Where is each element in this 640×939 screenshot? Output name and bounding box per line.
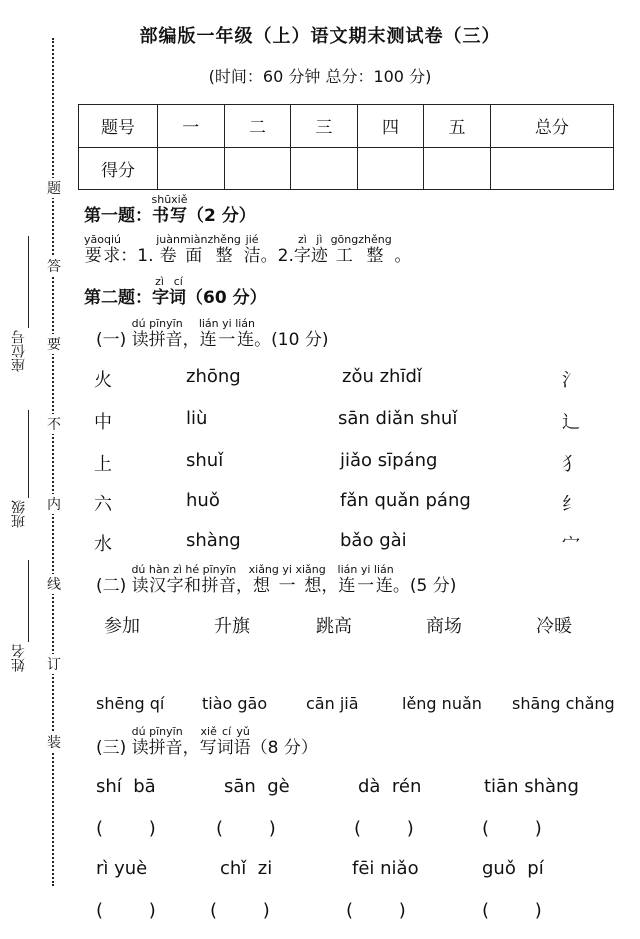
score-cell[interactable]	[424, 147, 491, 190]
req-word-pinyin: yāoqiú	[84, 233, 121, 246]
score-cell[interactable]	[357, 147, 424, 190]
req-char-text: 卷	[156, 246, 180, 266]
req-colon: ：1.	[120, 246, 154, 266]
s1-char[interactable]: 水	[94, 534, 112, 555]
s3-answer-blank[interactable]: ( )	[482, 900, 542, 921]
s1-pinyin[interactable]: shàng	[186, 530, 241, 551]
s2-prefix: (二)	[96, 576, 132, 596]
s2-pinyin[interactable]: shēng qí	[96, 694, 165, 713]
req-char	[207, 233, 241, 266]
q2-heading	[84, 276, 267, 308]
binding-char: 线	[47, 574, 61, 594]
s3-answer-blank[interactable]: ( )	[354, 818, 414, 839]
s3-answer-blank[interactable]: ( )	[96, 818, 156, 839]
req-char-pinyin: jié	[243, 233, 261, 246]
q1-requirement	[84, 234, 411, 266]
s2-word-pinyin: lián yi lián	[337, 563, 394, 576]
name-field	[12, 644, 28, 672]
score-row-label: 得分	[79, 147, 158, 190]
s3-pinyin: tiān shàng	[484, 776, 579, 797]
binding-char: 内	[47, 494, 61, 514]
q1-heading	[84, 194, 256, 226]
s1-pinyin[interactable]: huǒ	[186, 490, 220, 511]
s1-radical[interactable]: 氵	[562, 370, 580, 391]
s2-word[interactable]: 商场	[426, 616, 462, 637]
s1-radical[interactable]: 犭	[562, 454, 580, 475]
s2-comma: ，	[321, 576, 339, 596]
score-header-cell: 五	[424, 105, 491, 148]
s2-word[interactable]: 参加	[104, 616, 140, 637]
s1-radical-name[interactable]: jiǎo sīpáng	[340, 450, 438, 471]
s1-char[interactable]: 六	[94, 494, 112, 515]
req-char	[358, 233, 392, 266]
score-value-row	[79, 147, 614, 190]
s1-radical[interactable]: 辶	[562, 412, 580, 433]
s2-score: 。(5 分)	[392, 576, 457, 596]
req-end: 。	[394, 246, 412, 266]
s3-instruction	[96, 726, 318, 758]
s2-word-text: 想一想	[248, 576, 326, 596]
s1-comma: ，	[182, 330, 200, 350]
s1-radical-name[interactable]: zǒu zhīdǐ	[342, 366, 422, 387]
name-label: 姓名	[11, 644, 27, 672]
score-header-cell: 四	[357, 105, 424, 148]
req-char-text: 整	[358, 246, 392, 266]
s3-word-text: 写词语	[199, 738, 251, 758]
s2-pinyin[interactable]: tiào gāo	[202, 694, 268, 713]
s3-word	[199, 725, 251, 758]
req-char-pinyin: gōng	[330, 233, 359, 246]
s1-word-pinyin: dú pīnyīn	[131, 317, 183, 330]
s2-word[interactable]: 跳高	[316, 616, 352, 637]
s3-answer-blank[interactable]: ( )	[482, 818, 542, 839]
s1-char[interactable]: 上	[94, 454, 112, 475]
score-header-cell: 一	[158, 105, 225, 148]
s1-word	[198, 317, 256, 350]
class-label: 班级	[11, 500, 27, 528]
score-cell[interactable]	[158, 147, 225, 190]
s3-answer-blank[interactable]: ( )	[346, 900, 406, 921]
s2-pinyin[interactable]: lěng nuǎn	[402, 694, 482, 713]
binding-char: 答	[47, 256, 61, 276]
q1-title-word-pinyin: shūxiě	[151, 193, 188, 206]
score-cell[interactable]	[490, 147, 613, 190]
binding-line	[52, 38, 54, 886]
class-field	[12, 500, 28, 528]
s3-pinyin: sān gè	[224, 776, 290, 797]
s2-word	[337, 563, 394, 596]
s3-pinyin: guǒ pí	[482, 858, 544, 879]
req-char-text: 工	[330, 246, 359, 266]
s1-pinyin[interactable]: zhōng	[186, 366, 241, 387]
s3-pinyin: fēi niǎo	[352, 858, 419, 879]
req-char-text: 面	[179, 246, 208, 266]
s1-word-text: 读拼音	[131, 330, 183, 350]
q2-title-word-text: 字词	[152, 288, 186, 308]
s2-instruction	[96, 564, 456, 596]
s3-pinyin: rì yuè	[96, 858, 148, 879]
name-line	[28, 560, 29, 642]
s3-word-pinyin: dú pīnyīn	[131, 725, 183, 738]
s2-word[interactable]: 升旗	[214, 616, 250, 637]
s2-comma: ，	[235, 576, 253, 596]
s3-answer-blank[interactable]: ( )	[96, 900, 156, 921]
q2-title-score: （60 分）	[186, 288, 267, 308]
s1-word-text: 连一连	[198, 330, 256, 350]
req-char-pinyin: zhěng	[207, 233, 241, 246]
s2-word-text: 连一连	[337, 576, 394, 596]
s3-pinyin: chǐ zi	[220, 858, 273, 879]
s2-word[interactable]: 冷暖	[536, 616, 572, 637]
seat-number-line	[28, 236, 29, 328]
s1-radical-name[interactable]: sān diǎn shuǐ	[338, 408, 458, 429]
s2-pinyin[interactable]: cān jiā	[306, 694, 359, 713]
s2-word	[248, 563, 326, 596]
s3-word	[131, 725, 183, 758]
s2-pinyin[interactable]: shāng chǎng	[512, 694, 615, 713]
score-cell[interactable]	[224, 147, 291, 190]
s3-word-pinyin: xiě cí yǔ	[199, 725, 251, 738]
score-header-cell: 三	[291, 105, 358, 148]
req-word	[84, 233, 121, 266]
s3-answer-blank[interactable]: ( )	[210, 900, 270, 921]
req-separator: 。2.	[260, 246, 294, 266]
s1-char[interactable]: 火	[94, 370, 112, 391]
page-title: 部编版一年级（上）语文期末测试卷（三）	[139, 26, 501, 47]
score-header-cell: 二	[224, 105, 291, 148]
binding-char: 要	[47, 334, 61, 354]
score-cell[interactable]	[291, 147, 358, 190]
req-char-pinyin: miàn	[179, 233, 208, 246]
class-line	[28, 410, 29, 498]
s3-score: （8 分）	[250, 738, 318, 758]
s1-pinyin[interactable]: liù	[186, 408, 208, 429]
s1-pinyin[interactable]: shuǐ	[186, 450, 224, 471]
req-char	[156, 233, 180, 266]
q1-title-prefix: 第一题：	[84, 206, 152, 226]
s1-word-pinyin: lián yi lián	[198, 317, 256, 330]
s2-word-pinyin: dú hàn zì hé pīnyīn	[131, 563, 237, 576]
binding-char: 不	[47, 414, 61, 434]
req-char-pinyin: juàn	[156, 233, 180, 246]
score-header-row	[79, 105, 614, 148]
q2-title-word-pinyin: zì cí	[152, 275, 186, 288]
s3-comma: ，	[182, 738, 200, 758]
s3-pinyin: dà rén	[358, 776, 422, 797]
q2-title-word	[152, 275, 186, 308]
s3-answer-blank[interactable]: ( )	[216, 818, 276, 839]
s1-instruction	[96, 318, 328, 350]
s1-char[interactable]: 中	[94, 412, 112, 433]
s1-word	[131, 317, 183, 350]
q1-title-score: （2 分）	[187, 206, 256, 226]
exam-info: (时间：60 分钟 总分：100 分)	[208, 67, 432, 86]
q2-title-prefix: 第二题：	[84, 288, 152, 308]
req-char-pinyin: zì	[293, 233, 311, 246]
req-char	[330, 233, 359, 266]
req-char-pinyin: jì	[310, 233, 328, 246]
s1-radical-name[interactable]: bǎo gài	[340, 530, 407, 551]
req-char	[293, 233, 311, 266]
q1-title-word	[151, 193, 188, 226]
s1-prefix: (一)	[96, 330, 132, 350]
req-char-text: 洁	[243, 246, 261, 266]
req-char-text: 整	[207, 246, 241, 266]
binding-char: 题	[47, 178, 61, 198]
req-char	[310, 233, 328, 266]
req-char-text: 迹	[310, 246, 328, 266]
score-header-cell: 总分	[490, 105, 613, 148]
req-char-pinyin: zhěng	[358, 233, 392, 246]
s1-radical-name[interactable]: fǎn quǎn páng	[340, 490, 471, 511]
s3-prefix: (三)	[96, 738, 132, 758]
req-char	[179, 233, 208, 266]
binding-char: 订	[47, 654, 61, 674]
s2-word-pinyin: xiǎng yi xiǎng	[248, 563, 326, 576]
s3-word-text: 读拼音	[131, 738, 183, 758]
s3-pinyin: shí bā	[96, 776, 156, 797]
score-table	[78, 104, 614, 190]
q1-title-word-text: 书写	[151, 206, 188, 226]
req-char	[243, 233, 261, 266]
s2-word	[131, 563, 237, 596]
req-char-text: 字	[293, 246, 311, 266]
req-word-text: 要求	[84, 246, 121, 266]
seat-number-field	[12, 330, 28, 372]
s1-radical[interactable]: 纟	[562, 494, 580, 515]
s1-radical[interactable]: 宀	[562, 534, 580, 546]
binding-char: 装	[47, 732, 61, 752]
seat-number-label: 座位号	[11, 330, 27, 372]
score-header-cell: 题号	[79, 105, 158, 148]
s1-score: 。(10 分)	[254, 330, 329, 350]
s2-word-text: 读汉字和拼音	[131, 576, 237, 596]
